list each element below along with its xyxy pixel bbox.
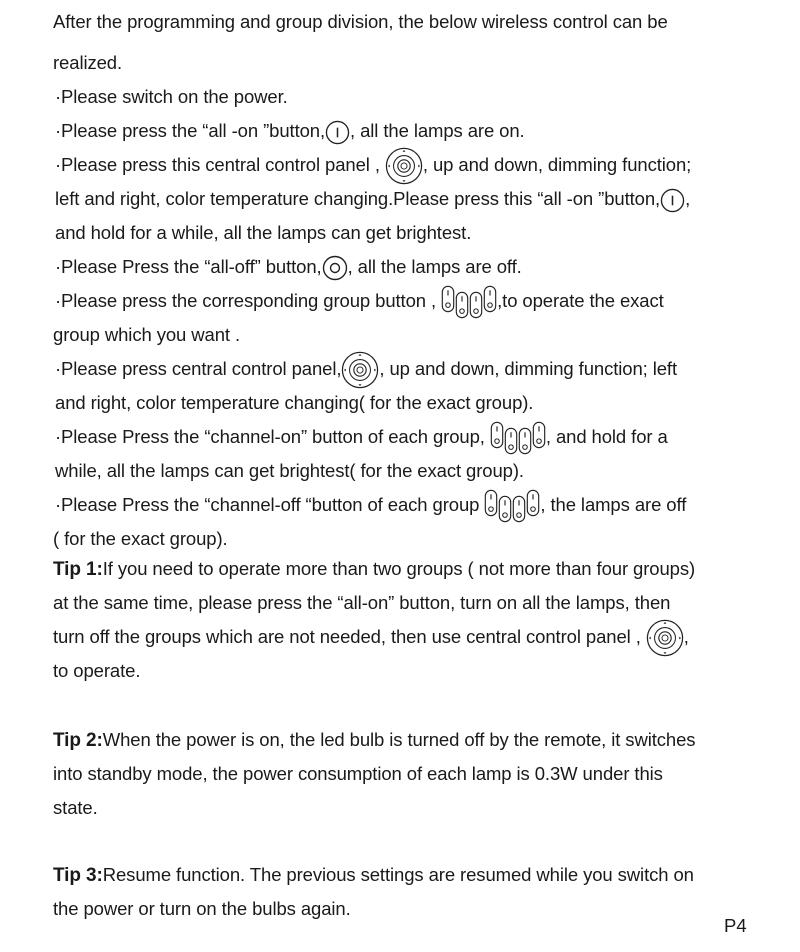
tip2-label: Tip 2: <box>53 730 103 751</box>
bullet-all-on-text-b: , all the lamps are on. <box>350 120 525 141</box>
bullet-channel-off-line-2: ( for the exact group). <box>53 528 228 549</box>
bullet-group-panel-text-a: ·Please press central control panel, <box>55 358 342 379</box>
bullet-group-text-a: ·Please press the corresponding group button , <box>55 290 437 311</box>
bullet-central-panel-text-a: ·Please press this central control panel , <box>55 154 380 175</box>
central-control-panel-icon <box>385 147 423 185</box>
tip2-line-1 <box>53 728 695 753</box>
intro-line-1: After the programming and group division, the below wireless control can be <box>53 11 668 32</box>
all-off-button-icon <box>322 255 348 281</box>
bullet-central-panel-text-c: left and right, color temperature changing.Please press this “all -on ”button, <box>55 188 661 209</box>
group-buttons-icon <box>490 420 546 456</box>
tip2-line-2: into standby mode, the power consumption of each lamp is 0.3W under this <box>53 763 663 784</box>
tip1-line-3 <box>53 625 689 649</box>
bullet-channel-on-text-a: ·Please Press the “channel-on” button of each group, <box>55 426 485 447</box>
bullet-group-panel-line-2: and right, color temperature changing( for the exact group). <box>55 392 534 413</box>
bullet-channel-off-text-b: , the lamps are off <box>540 494 687 515</box>
tip1-text-d: , <box>683 626 689 647</box>
tip3-text-a: Resume function. The previous settings are resumed while you switch on <box>102 864 694 885</box>
bullet-channel-on-text-b: , and hold for a <box>545 426 668 447</box>
bullet-central-panel-text-d: , <box>685 188 691 209</box>
page-number: P4 <box>724 915 747 936</box>
bullet-group-button <box>55 289 664 314</box>
central-control-panel-icon <box>646 619 684 657</box>
tip3-label: Tip 3: <box>53 865 103 886</box>
tip1-label: Tip 1: <box>53 559 103 580</box>
tip3-line-2: the power or turn on the bulbs again. <box>53 898 351 919</box>
bullet-group-text-b: ,to operate the exact <box>497 290 664 311</box>
group-buttons-icon <box>441 284 497 320</box>
tip3-line-1 <box>53 863 694 888</box>
bullet-channel-on <box>55 425 668 450</box>
bullet-central-panel-line-3: and hold for a while, all the lamps can get brightest. <box>55 222 472 243</box>
bullet-channel-off <box>55 493 686 518</box>
bullet-central-panel-text-b: , up and down, dimming function; <box>422 154 692 175</box>
all-on-button-icon <box>660 188 685 213</box>
bullet-all-off <box>55 255 522 281</box>
bullet-all-off-text-b: , all the lamps are off. <box>347 256 522 277</box>
bullet-central-panel-line-2 <box>55 187 690 213</box>
bullet-channel-on-line-2: while, all the lamps can get brightest( for the exact group). <box>55 460 524 481</box>
tip2-line-3: state. <box>53 797 98 818</box>
all-on-button-icon <box>325 120 350 145</box>
tip1-text-c: turn off the groups which are not needed, then use central control panel , <box>53 626 641 647</box>
tip1-line-1 <box>53 557 695 582</box>
intro-line-2: realized. <box>53 52 123 73</box>
bullet-all-on <box>55 119 525 145</box>
bullet-all-off-text-a: ·Please Press the “all-off” button, <box>55 256 322 277</box>
bullet-channel-off-text-a: ·Please Press the “channel-off “button of each group <box>55 494 480 515</box>
bullet-central-panel <box>55 153 691 177</box>
tip1-line-4: to operate. <box>53 660 141 681</box>
bullet-group-panel <box>55 357 677 381</box>
bullet-group-panel-text-b: , up and down, dimming function; left <box>379 358 678 379</box>
tip1-text-a: If you need to operate more than two groups ( not more than four groups) <box>102 558 696 579</box>
bullet-power: ·Please switch on the power. <box>55 86 288 107</box>
tip2-text-a: When the power is on, the led bulb is turned off by the remote, it switches <box>102 729 696 750</box>
bullet-group-line-2: group which you want . <box>53 324 241 345</box>
bullet-all-on-text-a: ·Please press the “all -on ”button, <box>55 120 326 141</box>
tip1-line-2: at the same time, please press the “all-on” button, turn on all the lamps, then <box>53 592 671 613</box>
group-buttons-icon <box>484 488 540 524</box>
central-control-panel-icon <box>341 351 379 389</box>
